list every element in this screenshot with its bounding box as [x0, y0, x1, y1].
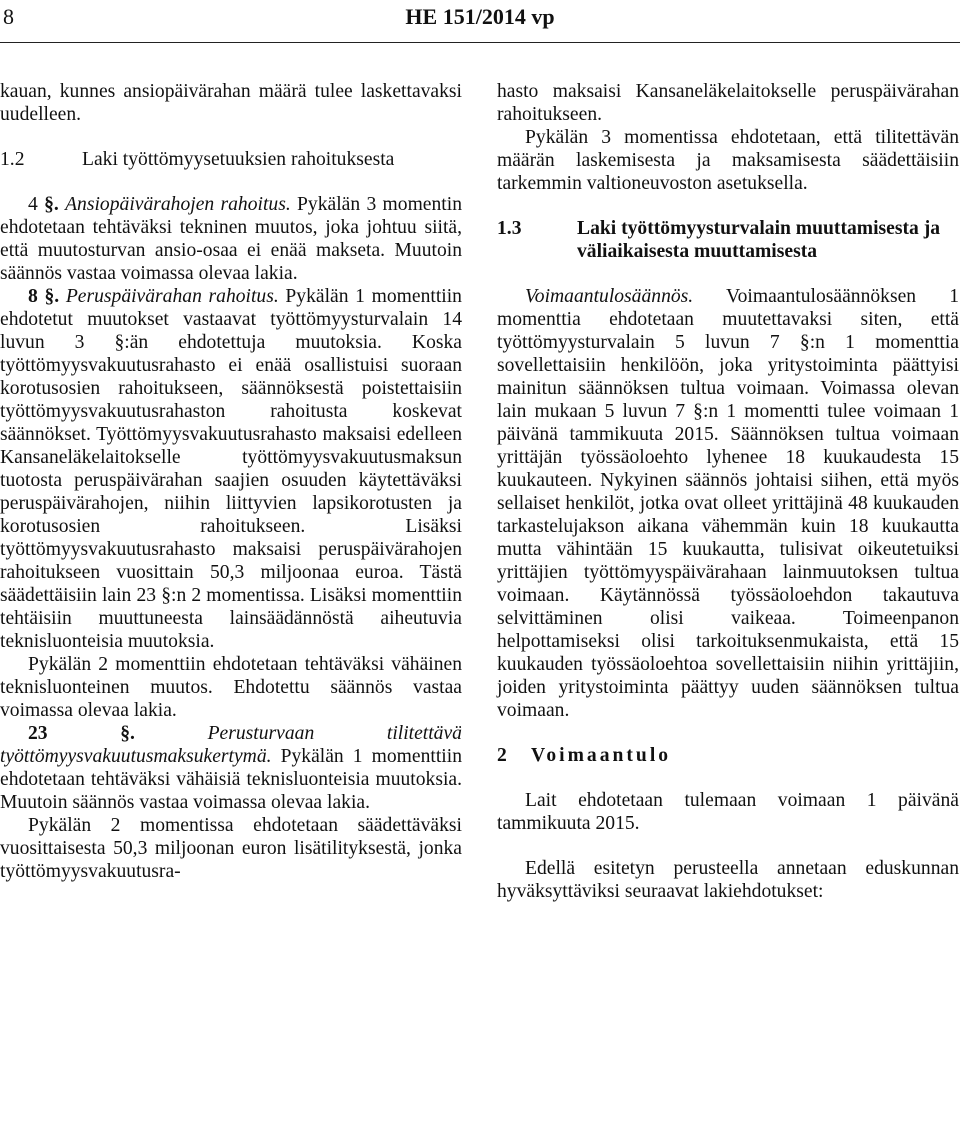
section-symbol: §.: [120, 723, 135, 744]
paragraph-voimaantulo: Lait ehdotetaan tulemaan voimaan 1 päivänä tammikuuta 2015.: [497, 790, 959, 834]
right-column: [497, 80, 959, 903]
section-heading-1-2: [0, 148, 462, 171]
paragraph-23: [0, 722, 462, 814]
paragraph-8: [0, 285, 462, 653]
paragraph-23-moment-2: Pykälän 2 momentissa ehdotetaan säädettäväksi vuosittaisesta 50,3 miljoonan euron lisätilityksestä, jonka työttömyysvakuutusra-: [0, 815, 462, 882]
section-number: 1.2: [0, 149, 25, 170]
document-id: HE 151/2014 vp: [405, 4, 555, 29]
continued-paragraph: hasto maksaisi Kansaneläkelaitokselle peruspäivärahan rahoitukseen.: [497, 81, 959, 125]
section-title: Voimaantulo: [531, 745, 672, 766]
paragraph-4: [0, 193, 462, 285]
paragraph-final: Edellä esitetyn perusteella annetaan eduskunnan hyväksyttäviksi seuraavat lakiehdotukset:: [497, 858, 959, 902]
header-rule: [0, 42, 960, 43]
section-23-title: Perusturvaan tilitettävä työttömyysvakuutusmaksukertymä.: [0, 723, 462, 767]
section-4-title: Ansiopäivärahojen rahoitus.: [65, 194, 291, 215]
section-heading-1-3: [497, 217, 959, 263]
section-number: 2: [497, 745, 507, 766]
section-title: Laki työttömyysetuuksien rahoituksesta: [82, 149, 395, 170]
voimaantulo-title: Voimaantulosäännös.: [525, 286, 694, 307]
section-23-text: Pykälän 1 momenttiin ehdotetaan tehtäväksi vähäisiä teknisluonteisia muutoksia. Muutoin säännös vastaa voimassa olevaa lakia.: [0, 746, 462, 813]
left-column: [0, 80, 462, 883]
section-8-number: 8: [28, 286, 38, 307]
page-number: 8: [3, 4, 14, 29]
intro-paragraph: kauan, kunnes ansiopäivärahan määrä tulee laskettavaksi uudelleen.: [0, 81, 462, 125]
section-symbol: §.: [44, 286, 60, 307]
section-8-text: Pykälän 1 momenttiin ehdotetut muutokset vastaavat työttömyysturvalain 14 luvun 3 §:än ehdotettuja muutoksia. Koska työttömyysvakuutusrahasto ei enää osallistuisi suoraan korotusosien rahoitukseen, säännöksestä poistettaisiin työttömyysvakuutusrahaston rahoitusta koskevat säännökset. Työttömyysvakuutusrahasto maksaisi edelleen Kansaneläkelaitokselle työttömyysvakuutusmaksun tuotosta peruspäivärahan saajien osuuden käytettäväksi peruspäivärahojen, niihin liittyvien lapsikorotusten ja korotusosien rahoitukseen. Lisäksi työttömyysvakuutusrahasto maksaisi peruspäivärahojen rahoitukseen vuosittain 50,3 miljoonaa euroa. Tästä säädettäisiin lain 23 §:n 2 momentissa. Lisäksi momenttiin tehtäisiin muuttuneesta lainsäädännöstä aiheutuvia teknisluonteisia muutoksia.: [0, 286, 462, 652]
paragraph-3-moment: Pykälän 3 momentissa ehdotetaan, että tilitettävän määrän laskemisesta ja maksamisesta säädettäisiin tarkemmin valtioneuvoston asetuksella.: [497, 127, 959, 194]
paragraph-voimaantulosaannos: [497, 285, 959, 722]
page-header: [0, 0, 960, 40]
section-number: 1.3: [497, 218, 522, 239]
section-heading-2: [497, 744, 959, 767]
section-title: Laki työttömyysturvalain muuttamisesta ja väliaikaisesta muuttamisesta: [577, 218, 941, 262]
paragraph-8-moment-2: Pykälän 2 momenttiin ehdotetaan tehtäväksi vähäinen teknisluonteinen muutos. Ehdotettu säännös vastaa voimassa olevaa lakia.: [0, 654, 462, 721]
section-8-title: Peruspäivärahan rahoitus.: [65, 286, 279, 307]
voimaantulo-text: Voimaantulosäännöksen 1 momenttia ehdotetaan muutettavaksi siten, että työttömyysturvalain 5 luvun 7 §:n 1 momenttia sovellettaisiin henkilöön, joka yritystoiminta päättyisi mainitun säännöksen tultua voimaan. Voimassa olevan lain mukaan 5 luvun 7 §:n 1 momentti tulee voimaan 1 päivänä tammikuuta 2015. Säännöksen tultua voimaan yrittäjän työssäoloehto lyhenee 18 kuukaudesta 15 kuukauteen. Nykyinen säännös johtaisi siihen, että myös sellaiset henkilöt, jotka ovat olleet yrittäjinä 48 kuukauden tarkastelujakson aikana vähemmän kuin 18 kuukautta mutta vähintään 15 kuukautta, tulisivat oikeutetuiksi yrittäjien työttömyyspäivärahaan lainmuutoksen tultua voimaan. Käytännössä työssäoloehdon takautuva selvittäminen olisi vaikeaa. Toimeenpanon helpottamiseksi olisi tarkoituksenmukaista, että 15 kuukauden työssäoloehtoa sovellettaisiin niihin yrittäjiin, joiden yritystoiminta päättyy uuden säännöksen tultua voimaan.: [497, 286, 959, 721]
section-4-number: 4: [28, 194, 38, 215]
section-symbol: §.: [44, 194, 59, 215]
section-4-text: Pykälän 3 momentin ehdotetaan tehtäväksi tekninen muutos, joka johtuu siitä, että muutosturvan ansio-osaa ei enää makseta. Muutoin säännös vastaa voimassa olevaa lakia.: [0, 194, 462, 284]
section-23-number: 23: [28, 723, 48, 744]
